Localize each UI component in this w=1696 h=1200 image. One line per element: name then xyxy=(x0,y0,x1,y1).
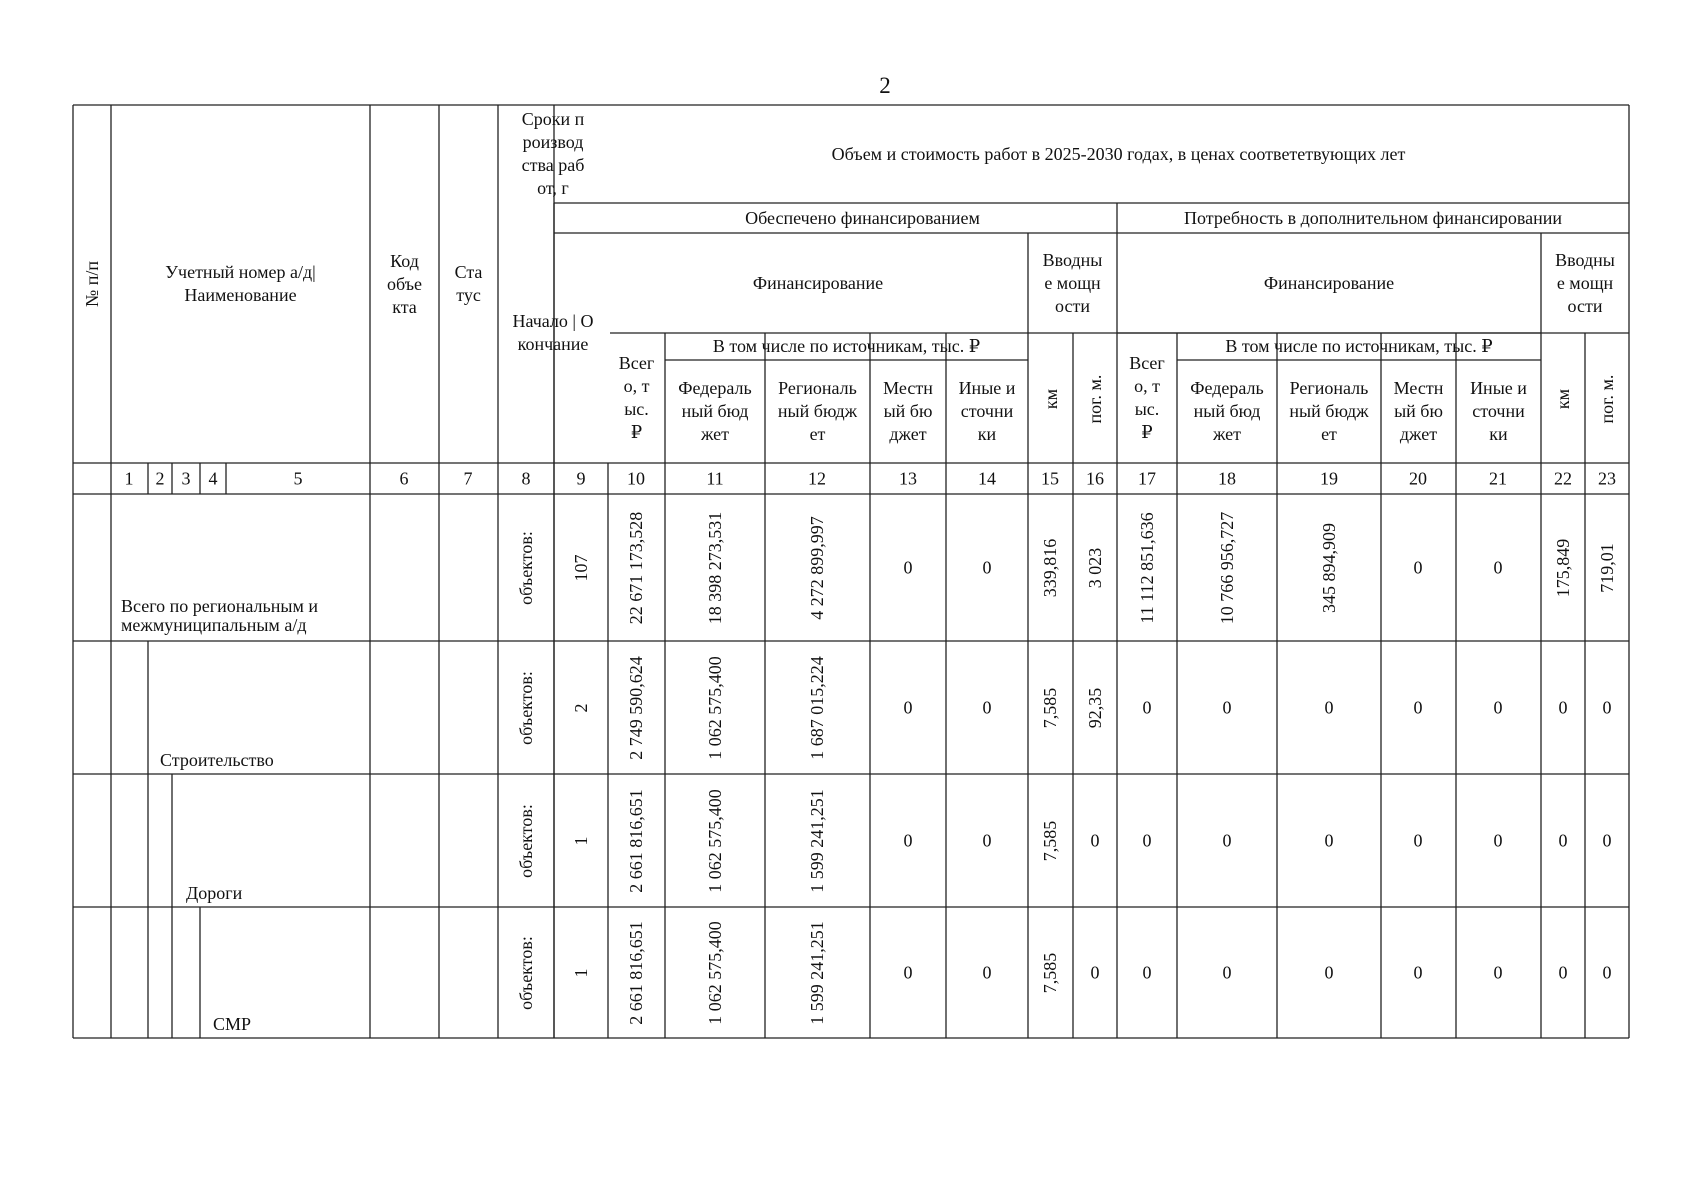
header-col-code: Код объекта xyxy=(386,250,422,317)
cell-provided-km: 7,585 xyxy=(1040,952,1060,993)
header-local-need: Местный бюджет xyxy=(1393,378,1444,444)
header-regional-need: Региональный бюджет xyxy=(1289,378,1369,444)
column-number-11: 11 xyxy=(706,468,724,488)
cell-provided-federal: 1 062 575,400 xyxy=(705,920,725,1025)
column-number-8: 8 xyxy=(521,468,531,488)
cell-need-km: 175,849 xyxy=(1553,538,1573,597)
header-capacity-need: Вводные мощности xyxy=(1555,249,1615,316)
cell-need-km: 0 xyxy=(1558,962,1568,982)
column-number-6: 6 xyxy=(399,468,409,488)
cell-provided-other: 0 xyxy=(982,830,992,850)
page-number: 2 xyxy=(879,73,891,98)
column-number-21: 21 xyxy=(1489,468,1507,488)
header-km-need: км xyxy=(1553,388,1573,410)
header-km-provided: км xyxy=(1040,388,1061,410)
objects-label: объектов: xyxy=(516,670,536,745)
column-number-18: 18 xyxy=(1218,468,1236,488)
column-number-5: 5 xyxy=(293,468,303,488)
cell-need-total: 11 112 851,636 xyxy=(1137,511,1157,624)
cell-need-local: 0 xyxy=(1413,830,1423,850)
cell-need-federal: 10 766 956,727 xyxy=(1217,511,1237,624)
cell-provided-federal: 1 062 575,400 xyxy=(705,788,725,893)
cell-provided-other: 0 xyxy=(982,557,992,577)
cell-provided-other: 0 xyxy=(982,962,992,982)
header-capacity-provided: Вводные мощности xyxy=(1042,249,1103,316)
cell-need-local: 0 xyxy=(1413,557,1423,577)
cell-provided-local: 0 xyxy=(903,830,913,850)
cell-provided-km: 7,585 xyxy=(1040,687,1060,728)
cell-need-local: 0 xyxy=(1413,962,1423,982)
header-other-need: Иные источники xyxy=(1470,378,1527,444)
cell-need-regional: 0 xyxy=(1324,830,1334,850)
column-number-20: 20 xyxy=(1409,468,1427,488)
cell-need-regional: 0 xyxy=(1324,697,1334,717)
cell-need-total: 0 xyxy=(1142,697,1152,717)
header-col-terms: Сроки производства работ, г xyxy=(521,109,585,198)
column-number-7: 7 xyxy=(463,468,473,488)
column-number-22: 22 xyxy=(1554,468,1572,488)
cell-provided-pog: 0 xyxy=(1090,830,1100,850)
cell-need-pog: 0 xyxy=(1602,830,1612,850)
header-other-provided: Иные источники xyxy=(958,378,1016,444)
cell-provided-local: 0 xyxy=(903,557,913,577)
cell-need-other: 0 xyxy=(1493,557,1503,577)
cell-need-km: 0 xyxy=(1558,697,1568,717)
cell-need-federal: 0 xyxy=(1222,697,1232,717)
cell-need-other: 0 xyxy=(1493,962,1503,982)
column-number-1: 1 xyxy=(124,468,134,488)
cell-need-total: 0 xyxy=(1142,830,1152,850)
header-col-status: Статус xyxy=(454,262,483,305)
cell-need-local: 0 xyxy=(1413,697,1423,717)
cell-need-regional: 345 894,909 xyxy=(1319,522,1339,613)
row-label: Всего по региональным и межмуниципальным а/д xyxy=(121,596,318,635)
objects-label: объектов: xyxy=(516,530,536,605)
cell-need-total: 0 xyxy=(1142,962,1152,982)
header-pog-provided: пог. м. xyxy=(1085,374,1105,424)
objects-label: объектов: xyxy=(516,803,536,878)
column-number-10: 10 xyxy=(627,468,645,488)
cell-provided-total: 2 749 590,624 xyxy=(626,655,646,760)
column-number-12: 12 xyxy=(808,468,826,488)
objects-count: 2 xyxy=(571,703,591,712)
cell-need-other: 0 xyxy=(1493,697,1503,717)
column-number-9: 9 xyxy=(576,468,586,488)
header-by-sources-need: В том числе по источникам, тыс. ₽ xyxy=(1225,336,1493,356)
cell-provided-total: 22 671 173,528 xyxy=(626,511,646,624)
header-need-additional: Потребность в дополнительном финансировании xyxy=(1184,207,1562,228)
header-federal-provided: Федеральный бюджет xyxy=(678,378,752,444)
cell-provided-km: 339,816 xyxy=(1040,538,1060,597)
cell-provided-federal: 18 398 273,531 xyxy=(705,511,725,624)
cell-provided-local: 0 xyxy=(903,962,913,982)
column-number-13: 13 xyxy=(899,468,917,488)
cell-provided-pog: 3 023 xyxy=(1085,547,1105,588)
header-local-provided: Местный бюджет xyxy=(883,378,933,444)
column-number-14: 14 xyxy=(978,468,996,488)
column-number-2: 2 xyxy=(155,468,165,488)
objects-count: 1 xyxy=(571,836,591,845)
cell-need-federal: 0 xyxy=(1222,830,1232,850)
cell-provided-regional: 4 272 899,997 xyxy=(807,515,827,620)
cell-need-pog: 719,01 xyxy=(1597,542,1617,593)
financing-table xyxy=(73,105,1629,1038)
column-number-19: 19 xyxy=(1320,468,1338,488)
cell-need-other: 0 xyxy=(1493,830,1503,850)
header-col-start-end: Начало | Окончание xyxy=(512,311,594,354)
row-label: Строительство xyxy=(160,750,274,770)
header-total-need: Всего, тыс. ₽ xyxy=(1129,353,1165,442)
header-provided: Обеспечено финансированием xyxy=(745,207,980,228)
row-label: Дороги xyxy=(186,883,243,903)
cell-need-km: 0 xyxy=(1558,830,1568,850)
cell-provided-regional: 1 599 241,251 xyxy=(807,788,827,893)
header-col-volume: Объем и стоимость работ в 2025-2030 годах, в ценах соответетвующих лет xyxy=(831,143,1406,164)
cell-need-regional: 0 xyxy=(1324,962,1334,982)
cell-provided-pog: 0 xyxy=(1090,962,1100,982)
objects-label: объектов: xyxy=(516,935,536,1010)
cell-provided-pog: 92,35 xyxy=(1085,687,1105,728)
cell-provided-local: 0 xyxy=(903,697,913,717)
cell-provided-km: 7,585 xyxy=(1040,820,1060,861)
cell-provided-total: 2 661 816,651 xyxy=(626,920,646,1025)
header-by-sources-provided: В том числе по источникам, тыс. ₽ xyxy=(712,336,981,356)
objects-count: 1 xyxy=(571,968,591,977)
cell-provided-other: 0 xyxy=(982,697,992,717)
row-label: СМР xyxy=(213,1014,252,1034)
header-federal-need: Федеральный бюджет xyxy=(1190,378,1264,444)
column-number-17: 17 xyxy=(1138,468,1156,488)
cell-need-federal: 0 xyxy=(1222,962,1232,982)
header-col-no: № п/п xyxy=(82,261,102,307)
objects-count: 107 xyxy=(571,554,591,581)
cell-provided-regional: 1 599 241,251 xyxy=(807,920,827,1025)
header-total-provided: Всего, тыс. ₽ xyxy=(618,353,655,442)
cell-provided-regional: 1 687 015,224 xyxy=(807,655,827,760)
header-col-name: Учетный номер а/д| Наименование xyxy=(165,262,316,305)
cell-provided-federal: 1 062 575,400 xyxy=(705,655,725,760)
cell-need-pog: 0 xyxy=(1602,697,1612,717)
column-number-4: 4 xyxy=(208,468,218,488)
column-number-16: 16 xyxy=(1086,468,1104,488)
cell-provided-total: 2 661 816,651 xyxy=(626,788,646,893)
header-regional-provided: Региональный бюджет xyxy=(777,378,858,444)
header-pog-need: пог. м. xyxy=(1597,374,1617,424)
column-number-15: 15 xyxy=(1041,468,1059,488)
header-financing-need: Финансирование xyxy=(1263,272,1395,293)
cell-need-pog: 0 xyxy=(1602,962,1612,982)
header-financing-provided: Финансирование xyxy=(752,272,884,293)
column-number-3: 3 xyxy=(181,468,191,488)
column-number-23: 23 xyxy=(1598,468,1616,488)
